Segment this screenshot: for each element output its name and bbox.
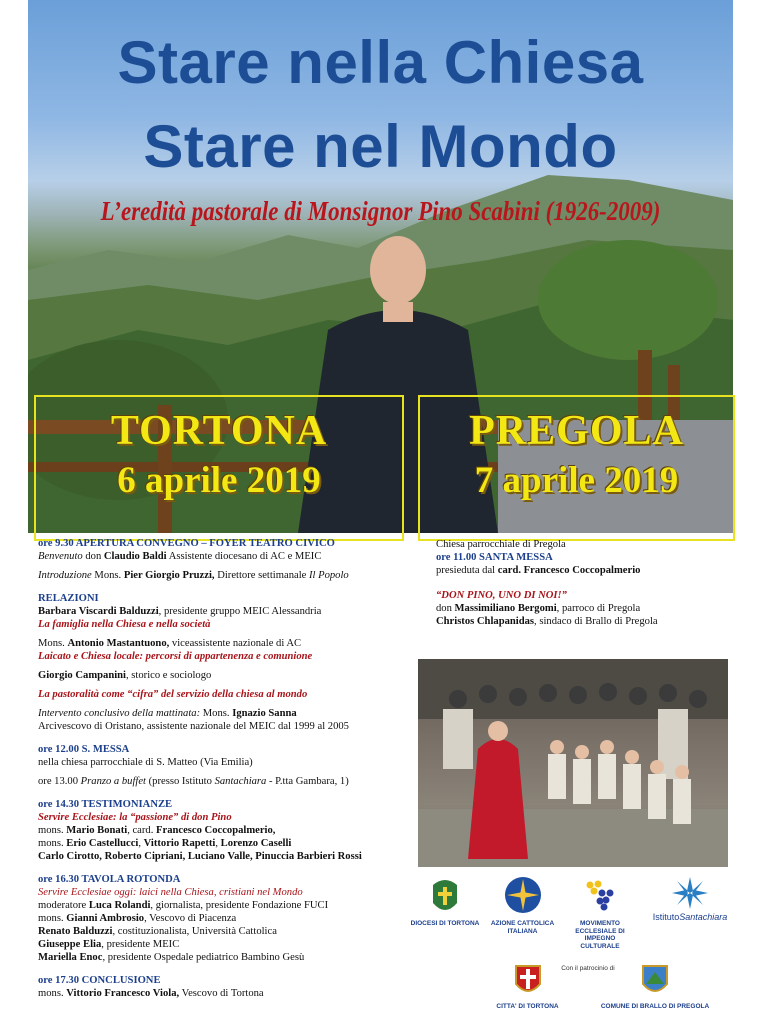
azione-cattolica-icon [503,875,543,917]
program-line: Servire Ecclesiae oggi: laici nella Chiesa, cristiani nel Mondo [38,887,303,898]
program-line: Mons. Antonio Mastantuono, viceassistente nazionale di AC [38,638,302,649]
pregola-line: don Massimiliano Bergomi, parroco di Pregola [436,603,641,614]
logo-meic: MOVIMENTO ECCLESIALE DI IMPEGNO CULTURALE [565,875,635,950]
program-line: Giorgio Campanini, storico e sociologo [38,670,212,681]
pregola-program [436,538,736,628]
title-line-2: Stare nel Mondo [143,113,618,180]
program-line: nella chiesa parrocchiale di S. Matteo (Via Emilia) [38,757,253,768]
title-line-1: Stare nella Chiesa [117,29,644,96]
program-line: Renato Balduzzi, costituzionalista, Università Cattolica [38,926,277,937]
group-photo [418,659,728,867]
program-line: Arcivescovo di Oristano, assistente nazionale del MEIC dal 1999 al 2005 [38,721,349,732]
program-line: moderatore Luca Rolandi, giornalista, presidente Fondazione FUCI [38,900,329,911]
pregola-line: ore 11.00 SANTA MESSA [436,552,553,563]
program-line: Carlo Cirotto, Roberto Cipriani, Luciano Valle, Pinuccia Barbieri Rossi [38,851,362,862]
logo-diocesi: DIOCESI DI TORTONA [410,875,480,928]
santachiara-star-icon [670,875,710,911]
pregola-line: “DON PINO, UNO DI NOI!” [436,590,567,601]
program-line: Barbara Viscardi Balduzzi, presidente gruppo MEIC Alessandria [38,606,322,617]
pregola-line: Chiesa parrocchiale di Pregola [436,539,566,550]
program-line: Benvenuto don Claudio Baldi Assistente diocesano di AC e MEIC [38,551,322,562]
program-item-title: ore 12.00 S. MESSA [38,744,130,755]
meic-grapes-icon [580,875,620,917]
program-line: Mariella Enoc, presidente Ospedale pediatrico Bambino Gesù [38,952,305,963]
program-line: mons. Gianni Ambrosio, Vescovo di Piacenza [38,913,237,924]
program-line: mons. Erio Castellucci, Vittorio Rapetti, Lorenzo Caselli [38,838,292,849]
logo-azione-cattolica: AZIONE CATTOLICA ITALIANA [485,875,560,935]
program-line: mons. Mario Bonati, card. Francesco Coccopalmerio, [38,825,276,836]
patrocinio-label: Con il patrocinio di [561,965,615,972]
logo-citta-tortona: CITTA' DI TORTONA [490,960,565,1011]
event-box-tortona [34,395,404,541]
program-line: Intervento conclusivo della mattinata: Mons. Ignazio Sanna [38,708,297,719]
brallo-crest-icon [638,960,672,1000]
program-line: La pastoralità come “cifra” del servizio della chiesa al mondo [38,689,308,700]
program-item-title: ore 9.30 APERTURA CONVEGNO – FOYER TEATRO CIVICO [38,538,335,549]
program-line: mons. Vittorio Francesco Viola, Vescovo di Tortona [38,988,264,999]
tortona-crest-icon [511,960,545,1000]
program-line: Laicato e Chiesa locale: percorsi di appartenenza e comunione [38,651,313,662]
program-item-title: ore 14.30 TESTIMONIANZE [38,799,173,810]
logo-comune-brallo: COMUNE DI BRALLO DI PREGOLA [595,960,715,1011]
event-city-tortona: TORTONA [110,408,328,454]
event-date-tortona: 6 aprile 2019 [117,460,321,501]
program-line: ore 13.00 Pranzo a buffet (presso Istituto Santachiara - P.tta Gambara, 1) [38,776,349,787]
event-box-pregola [418,395,735,541]
logo-istituto-santachiara: IstitutoSantachiara [645,875,735,922]
subtitle: L’eredità pastorale di Monsignor Pino Scabini (1926-2009) [100,196,661,226]
tortona-program [38,537,408,1000]
program-line: Giuseppe Elia, presidente MEIC [38,939,180,950]
pregola-line: Christos Chlapanidas, sindaco di Brallo di Pregola [436,616,658,627]
program-item-title: ore 17.30 CONCLUSIONE [38,975,161,986]
event-city-pregola: PREGOLA [469,408,684,454]
group-photo-illustration [418,659,728,867]
program-line: La famiglia nella Chiesa e nella società [38,619,211,630]
logos-area [410,875,740,1025]
program-item-title: RELAZIONI [38,593,99,604]
pregola-line: presieduta dal card. Francesco Coccopalmerio [436,565,641,576]
program-item-title: ore 16.30 TAVOLA ROTONDA [38,874,181,885]
diocese-crest-icon [425,875,465,917]
event-date-pregola: 7 aprile 2019 [474,460,679,501]
program-line: Servire Ecclesiae: la “passione” di don Pino [38,812,232,823]
program-line: Introduzione Mons. Pier Giorgio Pruzzi, Direttore settimanale Il Popolo [38,570,349,581]
